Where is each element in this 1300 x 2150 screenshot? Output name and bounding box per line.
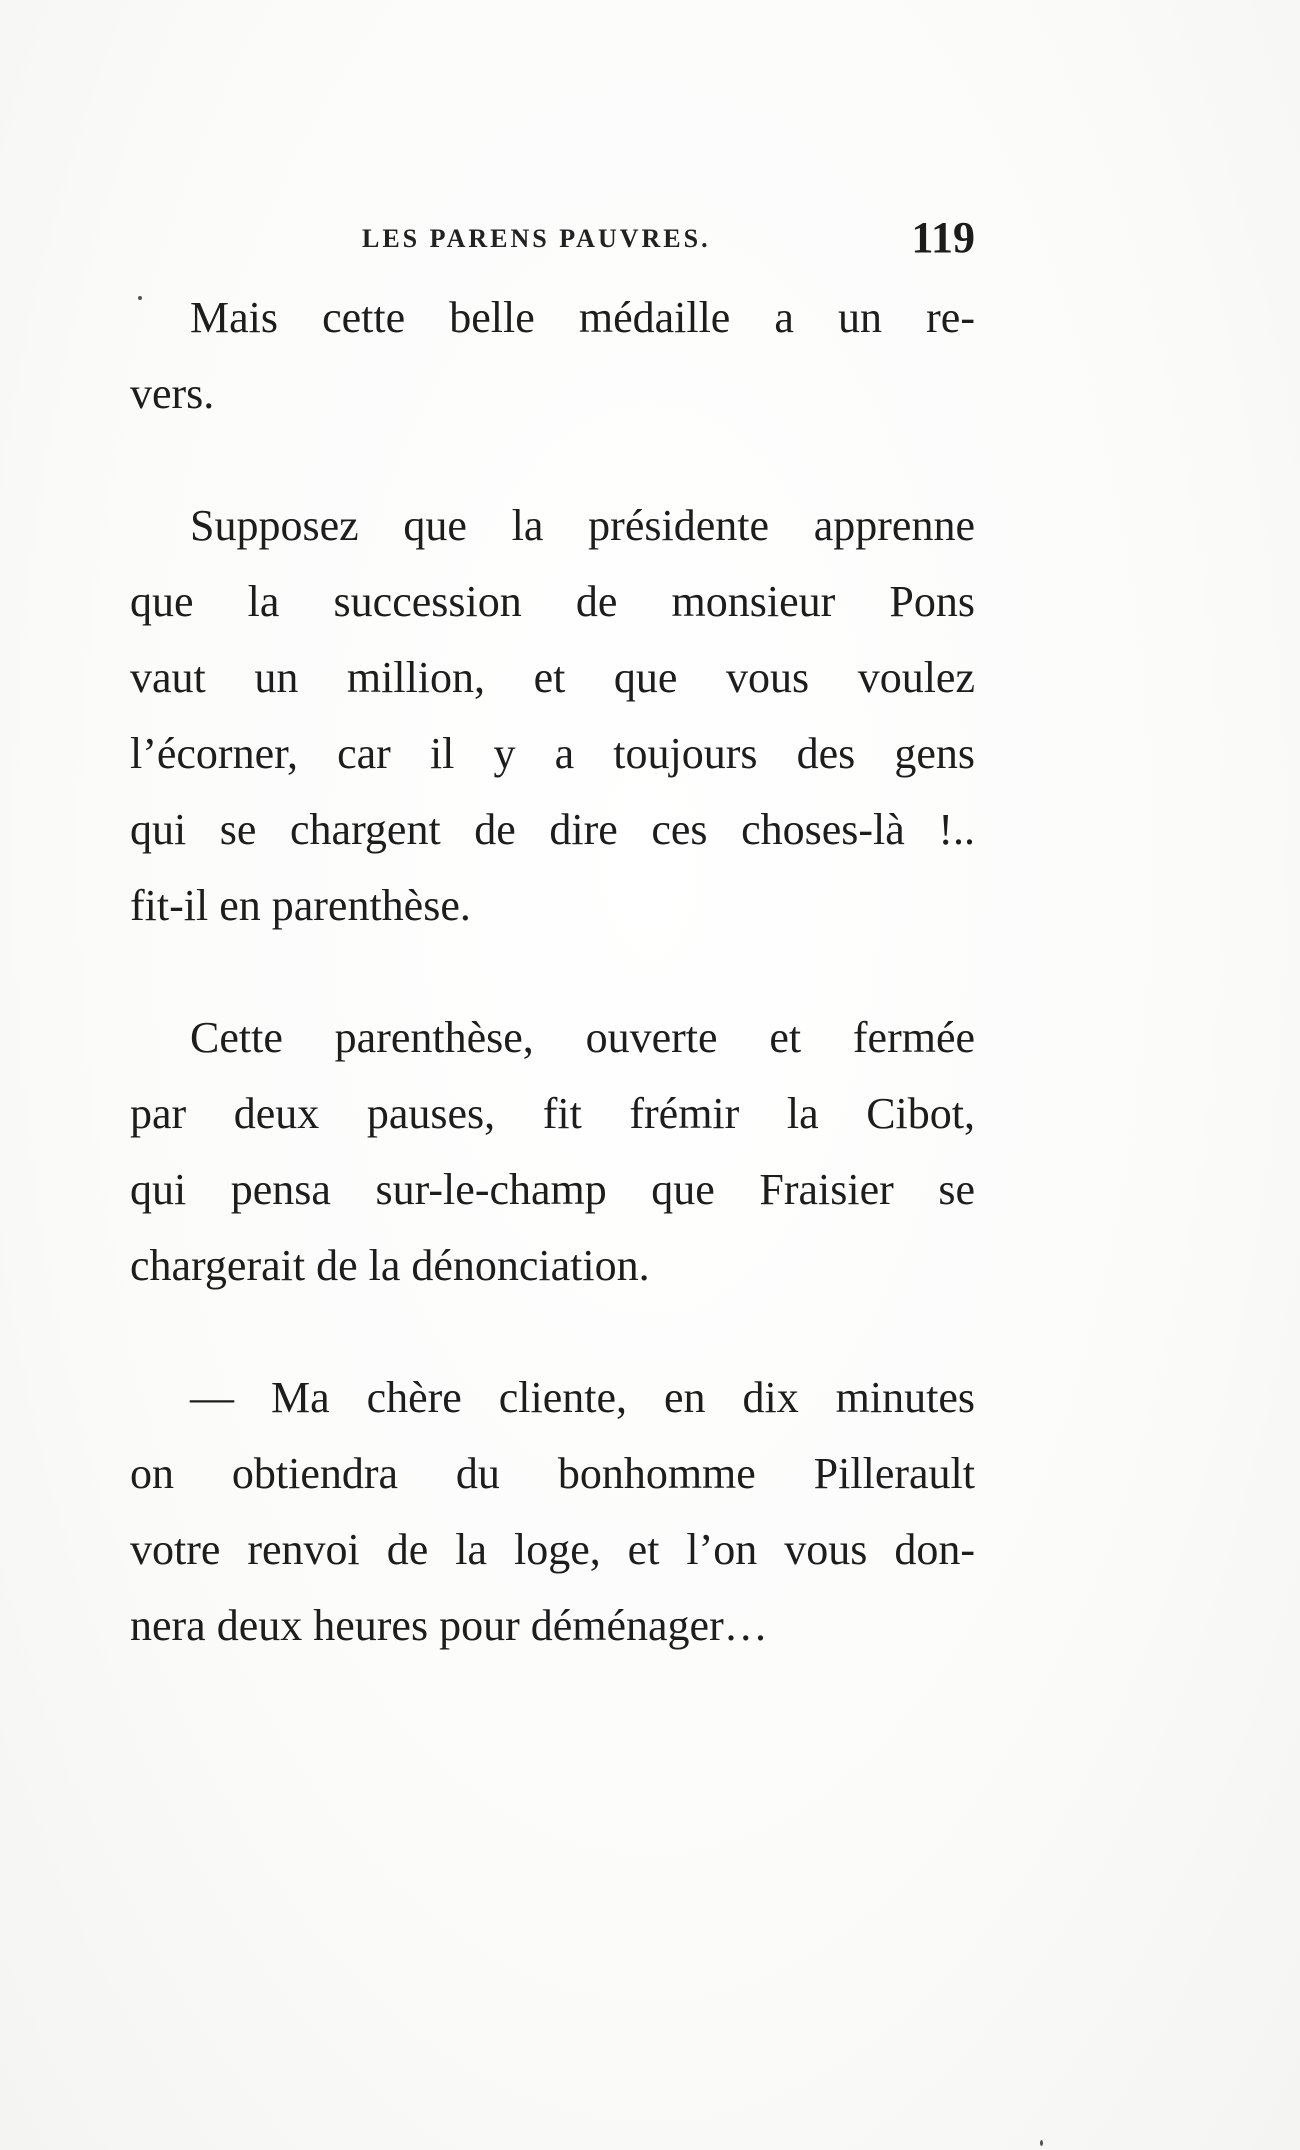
text-line: que la succession de monsieur Pons [130,577,975,626]
running-title: LES PARENS PAUVRES. [362,224,711,253]
body-text [130,280,975,1664]
page-number: 119 [911,213,975,262]
text-line: votre renvoi de la loge, et l’on vous don- [130,1525,975,1574]
text-line: vaut un million, et que vous voulez [130,653,975,702]
text-line: — Ma chère cliente, en dix minutes [190,1373,975,1422]
paper-speck [138,296,142,300]
paragraph-4 [130,1360,975,1664]
text-line: qui pensa sur-le-champ que Fraisier se [130,1165,975,1214]
text-line: nera deux heures pour déménager… [130,1601,768,1650]
paragraph-gap [130,432,975,488]
text-line: chargerait de la dénonciation. [130,1241,650,1290]
page-header [130,212,975,272]
paragraph-3 [130,1000,975,1304]
paragraph-gap [130,1304,975,1360]
paragraph-1 [130,280,975,432]
text-line: qui se chargent de dire ces choses-là !.. [130,805,975,854]
paragraph-gap [130,944,975,1000]
paragraph-2 [130,488,975,944]
text-line: on obtiendra du bonhomme Pillerault [130,1449,975,1498]
paper-speck [1040,2140,1043,2146]
text-line: par deux pauses, fit frémir la Cibot, [130,1089,975,1138]
text-line: fit-il en parenthèse. [130,881,471,930]
text-line: vers. [130,369,215,418]
text-line: Cette parenthèse, ouverte et fermée [190,1013,975,1062]
text-line: Mais cette belle médaille a un re- [190,293,975,342]
text-line: Supposez que la présidente apprenne [190,501,975,550]
text-line: l’écorner, car il y a toujours des gens [130,729,975,778]
